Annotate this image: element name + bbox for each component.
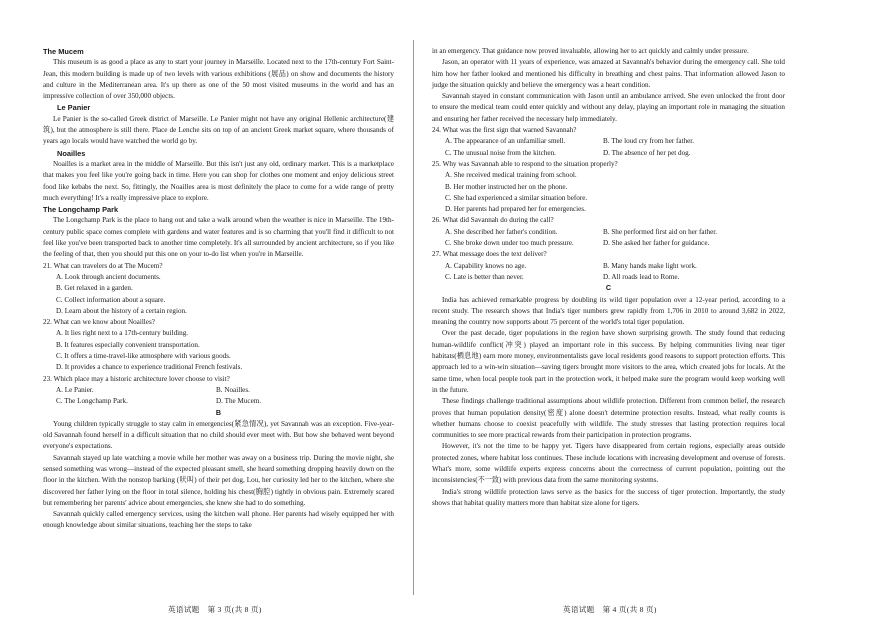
question-26: 26. What did Savannah do during the call? bbox=[432, 216, 554, 225]
q26-option-d: D. She asked her father for guidance. bbox=[603, 239, 710, 248]
q26-option-a: A. She described her father's condition. bbox=[445, 227, 558, 236]
q25-option-a: A. She received medical training from school. bbox=[445, 171, 577, 180]
paragraph-b-3: Savannah quickly called emergency services, using the kitchen wall phone. Her parents had wisely equipped her with enough knowledge about similar situations, teaching her the steps to take bbox=[43, 510, 394, 530]
q24-option-d: D. The absence of her pet dog. bbox=[603, 148, 691, 157]
question-23: 23. Which place may a historic architecture lover choose to visit? bbox=[43, 374, 230, 383]
paragraph-b-2: Savannah stayed up late watching a movie while her mother was away on a business trip. During the movie night, she sensed something was wrong—instead of the expected pleasant smell, she heard something dropping heavily down on the floor in the kitchen. With the nonstop barking (吠叫) of their pet dog, Lou, her curiosity led her to the kitchen, where she discovered her father lying on the floor in total silence, holding his chest(胸腔) tightly in obvious pain. Extremely scared but remembering her parents' advice about emergencies, she knew she had to do something. bbox=[43, 453, 394, 507]
q25-option-c: C. She had experienced a similar situation before. bbox=[445, 193, 588, 202]
q27-option-a: A. Capability knows no age. bbox=[445, 261, 527, 270]
q21-option-c: C. Collect information about a square. bbox=[56, 295, 166, 304]
q27-option-d: D. All roads lead to Rome. bbox=[603, 272, 680, 281]
paragraph-longchamp: The Longchamp Park is the place to hang out and take a walk around when the weather is nice in Marseille. The 19th-century public space comes complete with gardens and water features and is so charming that you'll find it difficult to not feel like you've been transported back to another time completely. It's all surrounded by ancient architecture, so if you like the feeling of that, then you should put this one on your to-do list when you're in Marseille. bbox=[43, 216, 394, 259]
question-24: 24. What was the first sign that warned Savannah? bbox=[432, 126, 577, 135]
heading-longchamp: The Longchamp Park bbox=[43, 205, 119, 215]
question-25: 25. Why was Savannah able to respond to the situation properly? bbox=[432, 159, 618, 168]
q23-options-row-2 bbox=[43, 396, 394, 407]
paragraph-c-1: India has achieved remarkable progress by doubling its wild tiger population over a 12-year period, according to a recent study. The research shows that India's tiger numbers grew rapidly from 1,706 in 2010 to around 3,682 in 2022, meaning the country now supports about 75 percent of the world's total tiger population. bbox=[432, 295, 785, 327]
q23-options-row-1 bbox=[43, 385, 394, 396]
q25-option-b: B. Her mother instructed her on the phone. bbox=[445, 182, 568, 191]
page-footer-right: 英语试题 第 4 页(共 8 页) bbox=[563, 605, 657, 614]
q24-options-row-1 bbox=[432, 136, 785, 147]
q24-options-row-2 bbox=[432, 148, 785, 159]
q24-option-b: B. The loud cry from her father. bbox=[603, 137, 695, 146]
paragraph-c-2: Over the past decade, tiger populations in the region have shown surprising growth. The study found that reducing human-wildlife conflict(冲突) played an important role in this success. By helping communities living near tiger habitats(栖息地) earn more money, environmentalists gave local residents good reasons to support protection efforts. This approach led to a win-win situation—saving tigers brought more visitors to the area, which created jobs for locals. At the same time, when local people took part in the protection work, it helped make sure the program would keep working well in the future. bbox=[432, 329, 785, 394]
section-b-label: B bbox=[215, 408, 222, 417]
paragraph-noailles: Noailles is a market area in the middle of Marseille. But this isn't just any old, ordinary market. This is a marketplace that makes you feel like you're going back in time. Here you can shop for clothes one moment and enjoy delicious street food like kebabs the next. So, fittingly, the Noailles area is most definitely the place to come for a wide range of pretty much everything! It's a really impressive place to explore. bbox=[43, 159, 394, 202]
q26-options-row-1 bbox=[432, 227, 785, 238]
question-21: 21. What can travelers do at The Mucem? bbox=[43, 261, 163, 270]
q24-option-a: A. The appearance of an unfamiliar smell. bbox=[445, 137, 566, 146]
q21-option-d: D. Learn about the history of a certain region. bbox=[56, 306, 187, 315]
section-c-label: C bbox=[605, 284, 612, 293]
q23-option-c: C. The Longchamp Park. bbox=[56, 397, 128, 406]
paragraph-le-panier: Le Panier is the so-called Greek district of Marseille. Le Panier might not have any original Hellenic architecture(建筑), but the atmosphere is still there. Place de Lenche sits on top of an ancient Greek market square, where thousands of years ago locals would have watched the world go by. bbox=[43, 114, 394, 146]
q22-option-d: D. It provides a chance to experience traditional French festivals. bbox=[56, 363, 243, 372]
q27-option-c: C. Late is better than never. bbox=[445, 272, 524, 281]
paragraph-b-3-continued: in an emergency. That guidance now proved invaluable, allowing her to act quickly and calmly under pressure. bbox=[432, 47, 749, 55]
q22-option-a: A. It lies right next to a 17th-century building. bbox=[56, 329, 189, 338]
column-divider bbox=[413, 40, 414, 595]
q26-option-c: C. She broke down under too much pressure. bbox=[445, 239, 574, 248]
q27-options-row-1 bbox=[432, 261, 785, 272]
paragraph-c-3: These findings challenge traditional assumptions about wildlife protection. Different from common belief, the research proves that human population density(密度) alone doesn't determine protection results. Instead, what really counts is whether humans choose to coexist peacefully with wildlife. The study stresses that lasting protection requires local communities to see more practical rewards from their participation in protection programs. bbox=[432, 397, 785, 440]
q24-option-c: C. The unusual noise from the kitchen. bbox=[445, 148, 556, 157]
question-22: 22. What can we know about Noailles? bbox=[43, 318, 155, 327]
q25-option-d: D. Her parents had prepared her for emergencies. bbox=[445, 205, 586, 214]
paragraph-b-4: Jason, an operator with 11 years of experience, was amazed at Savannah's behavior during the emergency call. She told him how her father looked and mentioned his difficulty in breathing and chest pains. That information allowed Jason to judge the situation quickly and believe the emergency was a heart condition. bbox=[432, 58, 785, 89]
heading-le-panier: Le Panier bbox=[57, 103, 91, 113]
q21-option-b: B. Get relaxed in a garden. bbox=[56, 284, 133, 293]
q26-options-row-2 bbox=[432, 238, 785, 249]
heading-noailles: Noailles bbox=[57, 148, 86, 158]
question-27: 27. What message does the text deliver? bbox=[432, 250, 547, 259]
paragraph-mucem: This museum is as good a place as any to start your journey in Marseille. Located next to the 17th-century Fort Saint-Jean, this modern building is made up of two levels with various exhibitions (展品) on show and documents the history and culture in the Mediterranean area. It's up there as one of the 50 most visited museums in the world and has an impressive collection of over 350,000 objects. bbox=[43, 58, 394, 101]
paragraph-c-5: India's strong wildlife protection laws serve as the basics for the success of tiger protection. Importantly, the study shows that habitat quality matters more than habitat size alone for tigers. bbox=[432, 487, 785, 507]
paragraph-c-4: However, it's not the time to be happy yet. Tigers have disappeared from certain regions, especially areas outside protected zones, where habitat loss continues. These include locations with increasing development and overuse of forests. What's more, some wildlife experts express concerns about the correctness of current population, pointing out the inconsistencies(不一致) with previous data from the same monitoring systems. bbox=[432, 442, 785, 485]
q27-option-b: B. Many hands make light work. bbox=[603, 261, 697, 270]
left-column bbox=[43, 46, 394, 532]
paragraph-b-1: Young children typically struggle to stay calm in emergencies(紧急情况), yet Savannah was an exception. Five-year-old Savannah found herself in a difficult situation that no child should ever meet with. But how she behaved went beyond everyone's expectations. bbox=[43, 419, 394, 451]
q26-option-b: B. She performed first aid on her father. bbox=[603, 227, 718, 236]
paragraph-b-5: Savannah stayed in constant communication with Jason until an ambulance arrived. She even unlocked the front door to ensure the medical team could enter quickly and without any delay, playing an important role in managing the situation and ensuring her father received the necessary help immediately. bbox=[432, 92, 785, 123]
q23-option-a: A. Le Panier. bbox=[56, 385, 94, 394]
page-footer-left: 英语试题 第 3 页(共 8 页) bbox=[168, 605, 262, 614]
right-column bbox=[432, 46, 785, 509]
heading-mucem: The Mucem bbox=[43, 47, 84, 56]
q23-option-b: B. Noailles. bbox=[216, 385, 250, 394]
q23-option-d: D. The Mucem. bbox=[216, 397, 262, 406]
q27-options-row-2 bbox=[432, 272, 785, 283]
q22-option-c: C. It offers a time-travel-like atmosphere with various goods. bbox=[56, 352, 231, 361]
q21-option-a: A. Look through ancient documents. bbox=[56, 272, 161, 281]
q22-option-b: B. It features especially convenient transportation. bbox=[56, 340, 200, 349]
